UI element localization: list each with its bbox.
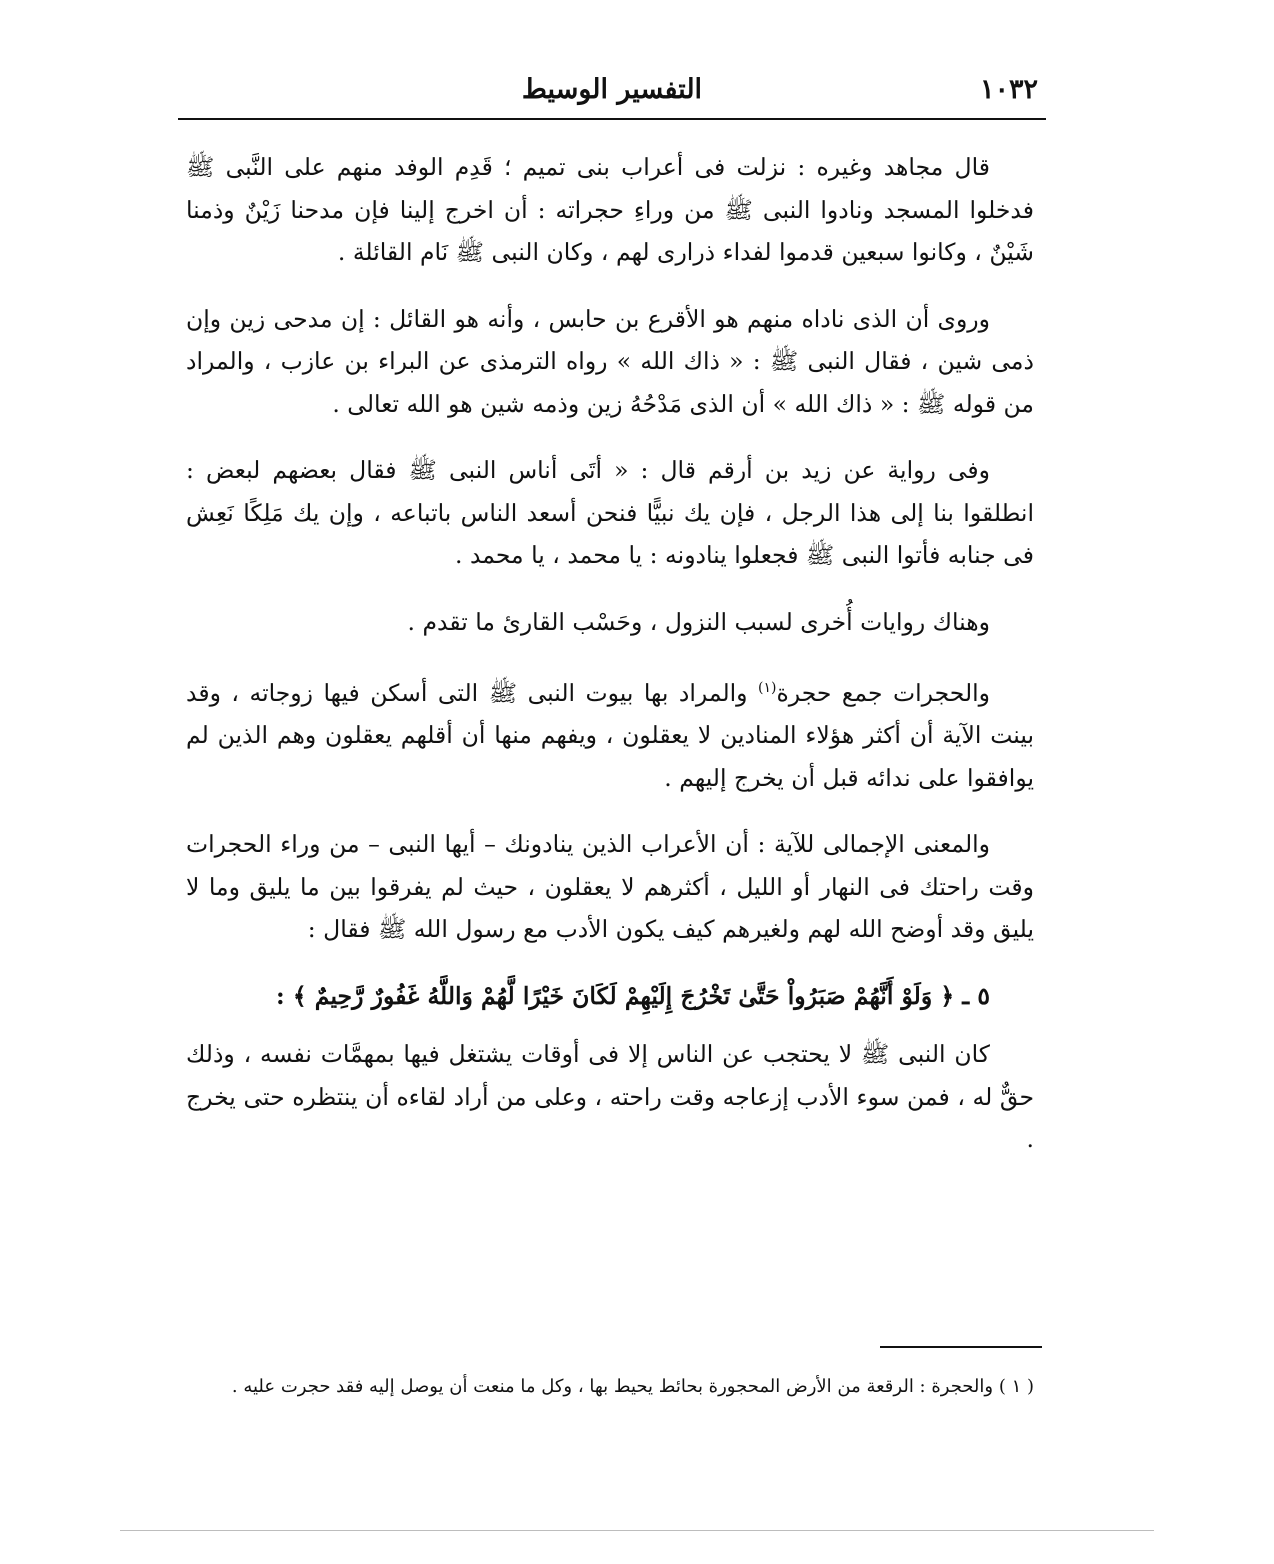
main-text bbox=[186, 146, 1034, 1185]
paragraph-zayd-narration: وفى رواية عن زيد بن أرقم قال : « أتَى أناس النبى ﷺ فقال بعضهم لبعض : انطلقوا بنا إلى هذا الرجل ، فإن يك نبيًّا فنحن أسعد الناس باتباعه ، وإن يك مَلِكًا نَعِش فى جنابه فأتوا النبى ﷺ فجعلوا ينادونه : يا محمد ، يا محمد . bbox=[186, 456, 1034, 569]
running-title: التفسير الوسيط bbox=[521, 74, 703, 105]
footnote-divider bbox=[880, 1346, 1042, 1348]
footnote-reference: (١) bbox=[757, 680, 777, 696]
paragraph-aqra-narration: وروى أن الذى ناداه منهم هو الأقرع بن حابس ، وأنه هو القائل : إن مدحى زين وإن ذمى شين ، فقال النبى ﷺ : « ذاك الله » رواه الترمذى عن البراء بن عازب ، والمراد من قوله ﷺ : « ذاك الله » أن الذى مَدْحُهُ زين وذمه شين هو الله تعالى . bbox=[186, 304, 1034, 418]
paragraph-verse-commentary: كان النبى ﷺ لا يحتجب عن الناس إلا فى أوقات يشتغل فيها بمهمَّات نفسه ، وذلك حقٌّ له ، فمن سوء الأدب إزعاجه وقت راحته ، وعلى من أراد لقاءه أن ينتظره حتى يخرج . bbox=[186, 1040, 1034, 1154]
hujurat-text-start: والحجرات جمع حجرة bbox=[776, 678, 991, 707]
header-divider bbox=[178, 118, 1046, 120]
page-header bbox=[178, 70, 1046, 116]
paragraph-revelation-cause: قال مجاهد وغيره : نزلت فى أعراب بنى تميم ؛ قَدِم الوفد منهم على النَّبى ﷺ فدخلوا المسجد ونادوا النبى ﷺ من وراءِ حجراته : أن اخرج إلينا فإن مدحنا زَيْنٌ وذمنا شَيْنٌ ، وكانوا سبعين قدموا لفداء ذرارى لهم ، وكان النبى ﷺ نَام القائلة . bbox=[186, 153, 1034, 266]
quran-verse: ٥ ـ ﴿ وَلَوْ أَنَّهُمْ صَبَرُواْ حَتَّىٰ تَخْرُجَ إِلَيْهِمْ لَكَانَ خَيْرًا لَّهُمْ وَاللَّهُ غَفُورٌ رَّحِيمٌ ﴾ : bbox=[276, 981, 990, 1010]
paragraph-general-meaning: والمعنى الإجمالى للآية : أن الأعراب الذين ينادونك – أيها النبى – من وراء الحجرات وقت راحتك فى النهار أو الليل ، أكثرهم لا يعقلون ، حيث لم يفرقوا بين ما يليق وما لا يليق وقد أوضح الله لهم ولغيرهم كيف يكون الأدب مع رسول الله ﷺ فقال : bbox=[186, 830, 1034, 944]
paragraph-other-narrations: وهناك روايات أُخرى لسبب النزول ، وحَسْب القارئ ما تقدم . bbox=[407, 607, 990, 636]
page-number: ١٠٣٢ bbox=[979, 74, 1038, 105]
footnote-text: ( ١ ) والحجرة : الرقعة من الأرض المحجورة بحائط يحيط بها ، وكل ما منعت أن يوصل إليه فقد حجرت عليه . bbox=[231, 1376, 1034, 1397]
hujurat-text-rest: والمراد بها بيوت النبى ﷺ التى أسكن فيها زوجاته ، وقد بينت الآية أن أكثر هؤلاء المنادين لا يعقلون ، ويفهم منها أن أقلهم يعقلون وهم الذين لم يوافقوا على ندائه قبل أن يخرج إليهم . bbox=[186, 678, 1034, 792]
paragraph-hujurat-definition bbox=[186, 667, 1034, 799]
scan-edge-line bbox=[120, 1530, 1154, 1531]
